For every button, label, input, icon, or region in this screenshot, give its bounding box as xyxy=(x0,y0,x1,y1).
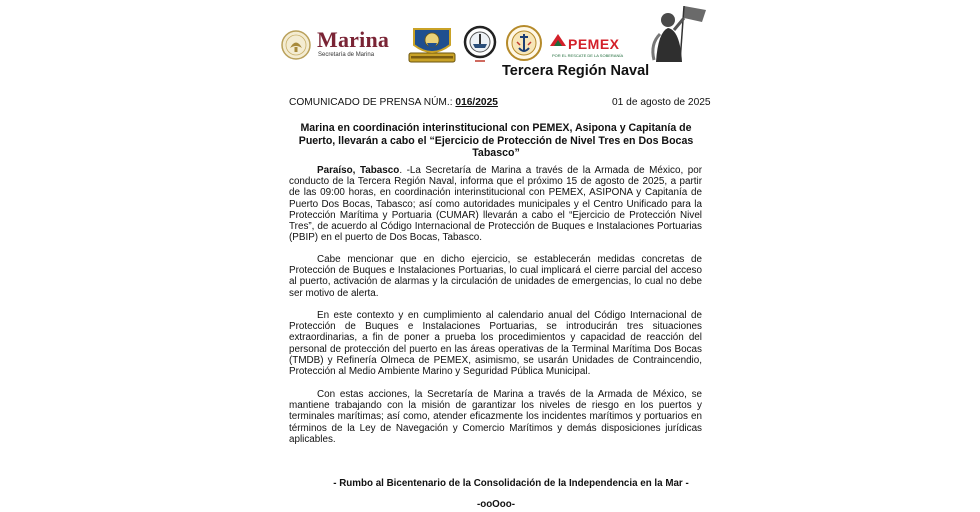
flag-figure-icon xyxy=(644,4,708,64)
dateline: Paraíso, Tabasco xyxy=(317,165,400,176)
cumar-seal-icon xyxy=(461,24,499,64)
naval-unit-badge xyxy=(406,23,458,65)
paragraph-3: En este contexto y en cumplimiento al calendario anual del Código Internacional de Protección de Buques e Instalaciones Portuarias, se introducirán tres situaciones extraordinarias, a fin de poner a prueba los procedimientos y capacidad de reacción del personal de protección del puerto en las áreas operativas de la Terminal Marítima Dos Bocas (TMDB) y Refinería Olmeca de PEMEX, asimismo, se usarán Unidades de Contraincendio, Protección al Medio Ambiente Marino y Seguridad Pública Municipal. xyxy=(289,310,702,378)
comunicado-label: COMUNICADO DE PRENSA NÚM.: xyxy=(289,97,456,108)
paragraph-1-body: . -La Secretaría de Marina a través de la Armada de México, por conducto de la Tercera Región Naval, informa que el próximo 15 de agosto de 2025, a partir de las 09:00 horas, en coordinación interinstitucional con PEMEX, ASIPONA y Capitanía de Puerto Dos Bocas, Tabasco; así como autoridades municipales y el Centro Unificado para la Protección Marítima y Portuaria (CUMAR) llevarán a cabo el “Ejercicio de Protección Nivel Tres”, de acuerdo al Código Internacional de Protección de Buques e Instalaciones Portuarias (PBIP) en el puerto de Dos Bocas, Tabasco. xyxy=(289,165,703,244)
marina-wordmark: Marina xyxy=(317,27,390,52)
paragraph-2: Cabe mencionar que en dicho ejercicio, se establecerán medidas concretas de Protección de Buques e Instalaciones Portuarias, lo cual implicará el cierre parcial del acceso al puerto, activación de alarmas y la circulación de unidades de emergencias, lo cual no debe ser motivo de alerta. xyxy=(289,254,702,299)
pemex-eagle-icon xyxy=(548,32,568,52)
comunicado-num: 016/2025 xyxy=(455,97,498,108)
capitania-anchor-icon xyxy=(504,23,544,63)
headline: Marina en coordinación interinstitucional con PEMEX, Asipona y Capitanía de Puerto, llevarán a cabo el “Ejercicio de Protección de Nivel Tres en Dos Bocas Tabasco” xyxy=(298,122,694,160)
pemex-wordmark: PEMEX xyxy=(568,36,620,52)
naval-shield-icon xyxy=(406,23,458,65)
closing-motto: - Rumbo al Bicentenario de la Consolidación de la Independencia en la Mar - xyxy=(333,478,689,489)
cumar-seal xyxy=(461,24,499,64)
paragraph-4: Con estas acciones, la Secretaría de Marina a través de la Armada de México, se mantiene trabajando con la misión de garantizar los niveles de riesgo en los puertos y terminales marítimas; así como, atender eficazmente los incidentes marítimos y portuarios en términos de la Ley de Navegación y Comercio Marítimos y demás disposiciones jurídicas aplicables. xyxy=(289,389,702,445)
patriotic-figure-illustration xyxy=(644,4,708,64)
comunicado-number xyxy=(289,97,498,108)
marina-subtitle: Secretaría de Marina xyxy=(318,52,375,58)
capitania-seal xyxy=(504,23,544,63)
release-date: 01 de agosto de 2025 xyxy=(612,97,711,108)
paragraph-1 xyxy=(289,165,702,243)
eagle-emblem-icon xyxy=(280,29,312,61)
pemex-logo xyxy=(548,28,640,62)
pemex-tagline: POR EL RESCATE DE LA SOBERANÍA xyxy=(552,53,624,58)
region-title: Tercera Región Naval xyxy=(502,63,650,79)
closing-mark: -ooOoo- xyxy=(476,499,516,510)
marina-logo xyxy=(280,28,400,62)
